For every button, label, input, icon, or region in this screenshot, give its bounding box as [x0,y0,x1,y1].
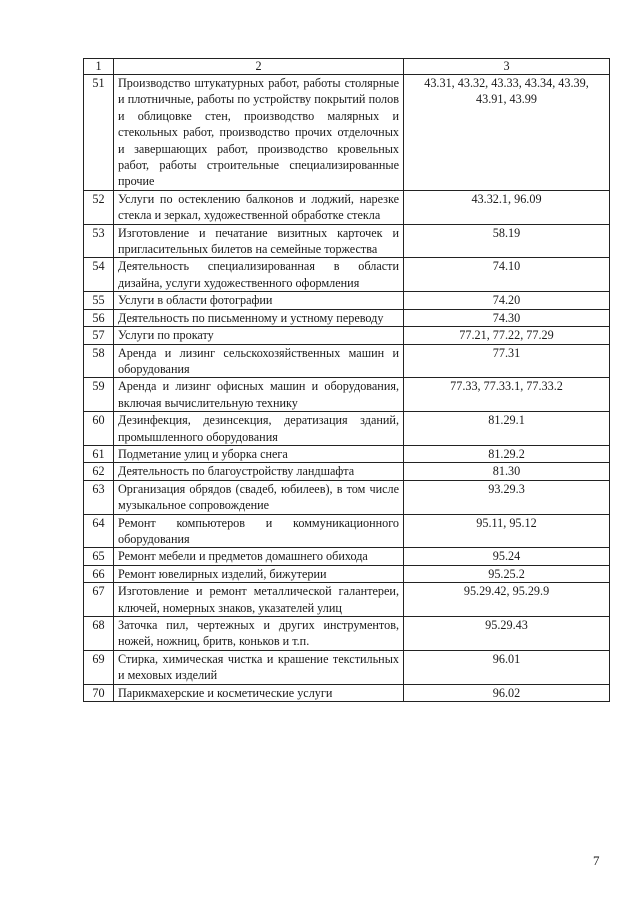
row-okved-code: 43.32.1, 96.09 [404,190,610,224]
row-okved-code: 74.30 [404,309,610,326]
column-header: 1 [84,59,114,75]
row-description: Парикмахерские и косметические услуги [114,684,404,701]
page-number: 7 [593,853,600,868]
table-row [84,565,610,582]
row-okved-code: 81.29.1 [404,412,610,446]
row-description: Стирка, химическая чистка и крашение текстильных и меховых изделий [114,650,404,684]
row-okved-code: 77.21, 77.22, 77.29 [404,327,610,344]
table-row [84,583,610,617]
row-number: 53 [84,224,114,258]
row-number: 51 [84,75,114,191]
table-body [84,75,610,702]
row-description: Ремонт ювелирных изделий, бижутерии [114,565,404,582]
row-number: 56 [84,309,114,326]
table-row [84,548,610,565]
row-number: 68 [84,617,114,651]
row-number: 54 [84,258,114,292]
row-number: 67 [84,583,114,617]
table-row [84,258,610,292]
table-row [84,412,610,446]
row-description: Деятельность по благоустройству ландшафта [114,463,404,480]
row-number: 70 [84,684,114,701]
row-okved-code: 74.20 [404,292,610,309]
services-table [83,58,610,702]
row-number: 60 [84,412,114,446]
row-number: 58 [84,344,114,378]
table-header-row [84,59,610,75]
row-okved-code: 77.31 [404,344,610,378]
row-okved-code: 93.29.3 [404,480,610,514]
row-description: Аренда и лизинг офисных машин и оборудования, включая вычислительную технику [114,378,404,412]
row-okved-code: 95.29.43 [404,617,610,651]
row-description: Ремонт компьютеров и коммуникационного оборудования [114,514,404,548]
row-description: Изготовление и ремонт металлической галантереи, ключей, номерных знаков, указателей улиц [114,583,404,617]
row-number: 59 [84,378,114,412]
row-number: 57 [84,327,114,344]
row-okved-code: 95.29.42, 95.29.9 [404,583,610,617]
table-row [84,514,610,548]
table-row [84,378,610,412]
row-description: Деятельность по письменному и устному переводу [114,309,404,326]
row-okved-code: 81.29.2 [404,445,610,462]
row-description: Ремонт мебели и предметов домашнего обихода [114,548,404,565]
row-number: 66 [84,565,114,582]
table-row [84,617,610,651]
row-number: 62 [84,463,114,480]
column-header: 3 [404,59,610,75]
row-description: Подметание улиц и уборка снега [114,445,404,462]
table-row [84,463,610,480]
table-row [84,75,610,191]
row-number: 69 [84,650,114,684]
table-row [84,327,610,344]
table-row [84,224,610,258]
row-okved-code: 43.31, 43.32, 43.33, 43.34, 43.39, 43.91, 43.99 [404,75,610,191]
row-okved-code: 96.02 [404,684,610,701]
table-row [84,445,610,462]
row-description: Деятельность специализированная в области дизайна, услуги художественного оформления [114,258,404,292]
row-okved-code: 58.19 [404,224,610,258]
row-number: 65 [84,548,114,565]
row-okved-code: 95.11, 95.12 [404,514,610,548]
row-okved-code: 96.01 [404,650,610,684]
row-description: Производство штукатурных работ, работы столярные и плотничные, работы по устройству покрытий полов и облицовке стен, производство малярных и стекольных работ, производство прочих отделочных и завершающих работ, производство кровельных работ, работы строительные специализированные прочие [114,75,404,191]
row-description: Изготовление и печатание визитных карточек и пригласительных билетов на семейные торжества [114,224,404,258]
row-okved-code: 74.10 [404,258,610,292]
row-number: 52 [84,190,114,224]
table-row [84,480,610,514]
row-description: Услуги в области фотографии [114,292,404,309]
row-description: Заточка пил, чертежных и других инструментов, ножей, ножниц, бритв, коньков и т.п. [114,617,404,651]
table-row [84,190,610,224]
row-description: Услуги по остеклению балконов и лоджий, нарезке стекла и зеркал, художественной обработке стекла [114,190,404,224]
table-row [84,309,610,326]
row-okved-code: 95.25.2 [404,565,610,582]
row-number: 64 [84,514,114,548]
row-number: 55 [84,292,114,309]
column-header: 2 [114,59,404,75]
row-number: 61 [84,445,114,462]
table-row [84,292,610,309]
row-okved-code: 81.30 [404,463,610,480]
table-row [84,684,610,701]
table-row [84,650,610,684]
row-okved-code: 77.33, 77.33.1, 77.33.2 [404,378,610,412]
table-row [84,344,610,378]
row-number: 63 [84,480,114,514]
row-okved-code: 95.24 [404,548,610,565]
row-description: Аренда и лизинг сельскохозяйственных машин и оборудования [114,344,404,378]
row-description: Дезинфекция, дезинсекция, дератизация зданий, промышленного оборудования [114,412,404,446]
row-description: Организация обрядов (свадеб, юбилеев), в том числе музыкальное сопровождение [114,480,404,514]
row-description: Услуги по прокату [114,327,404,344]
